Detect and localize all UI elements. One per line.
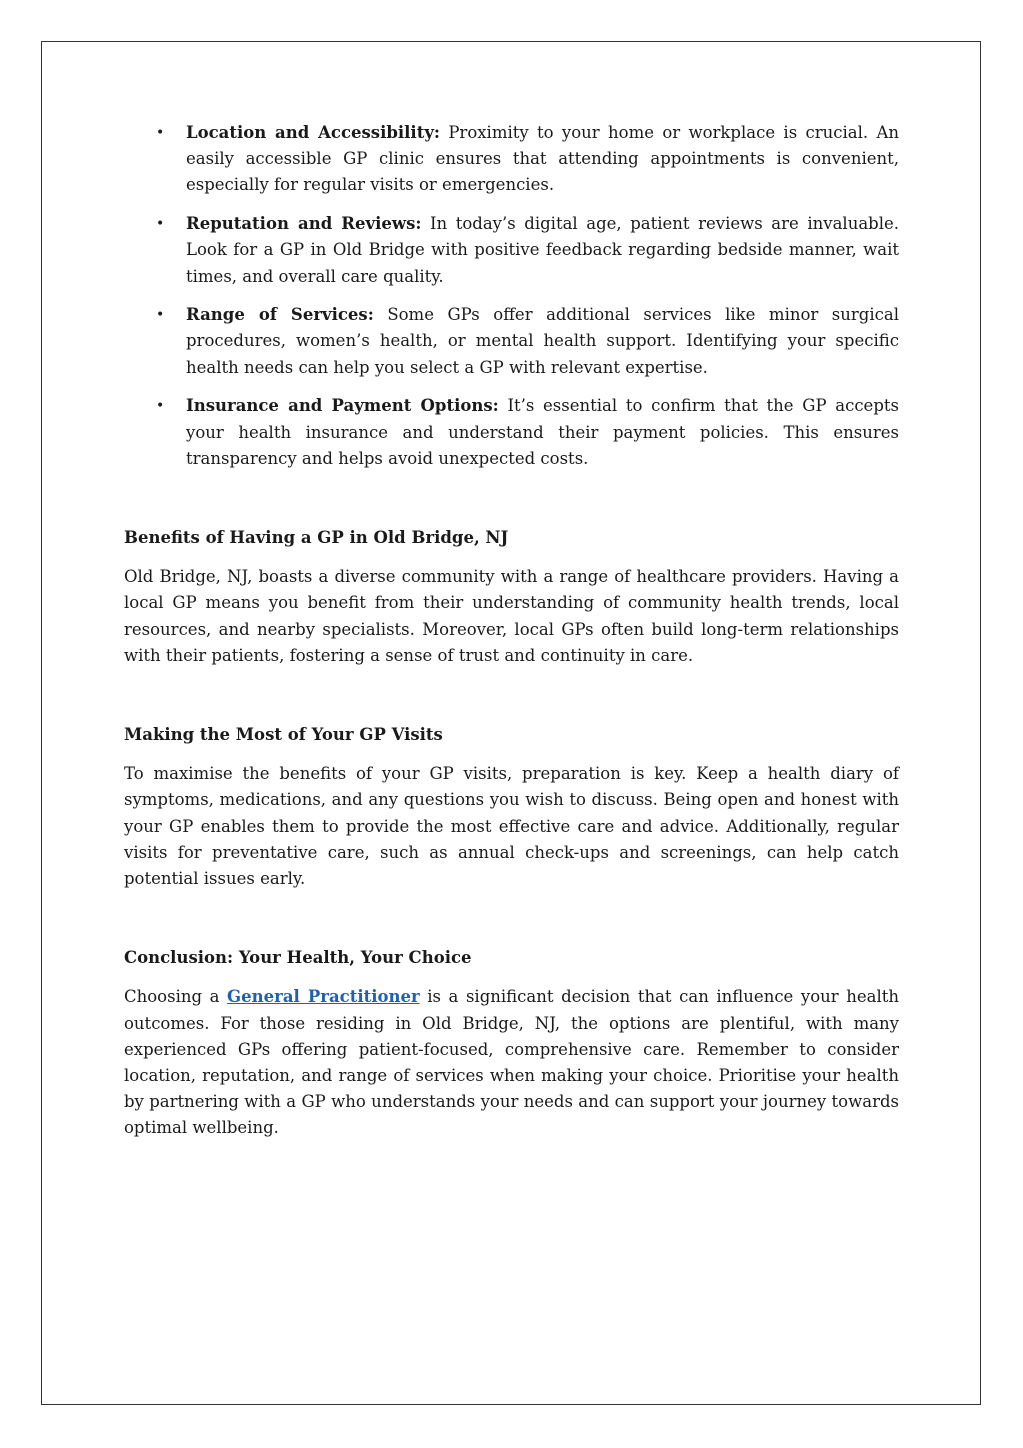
list-item bbox=[124, 393, 899, 472]
benefits-section bbox=[124, 525, 899, 669]
list-item bbox=[124, 302, 899, 381]
general-practitioner-link[interactable]: General Practitioner bbox=[227, 987, 420, 1007]
bullet-icon: • bbox=[156, 398, 165, 415]
bullet-icon: • bbox=[156, 216, 165, 233]
paragraph-text-start: Choosing a bbox=[124, 987, 228, 1007]
item-text: It’s essential to confirm that the GP accepts your health insurance and understand their payment policies. This ensures transparency and helps avoid unexpected costs. bbox=[186, 396, 899, 468]
item-text: Proximity to your home or workplace is crucial. An easily accessible GP clinic ensures that attending appointments is convenient, especially for regular visits or emergencies. bbox=[186, 123, 899, 195]
item-lead: Insurance and Payment Options: bbox=[186, 396, 499, 416]
section-heading: Conclusion: Your Health, Your Choice bbox=[124, 948, 472, 968]
item-lead: Location and Accessibility: bbox=[186, 123, 440, 142]
conclusion-section bbox=[124, 945, 899, 1141]
paragraph-text-end: is a significant decision that can influence your health outcomes. For those residing in Old Bridge, NJ, the options are plentiful, with many experienced GPs offering patient-focused, comprehensive care. Remember to consider location, reputation, and range of services when making your choice. Prioritise your health by partnering with a GP who understands your needs and can support your journey towards optimal wellbeing. bbox=[124, 987, 899, 1138]
section-heading: Making the Most of Your GP Visits bbox=[124, 724, 443, 744]
criteria-list bbox=[124, 120, 899, 472]
item-lead: Range of Services: bbox=[186, 305, 374, 325]
item-lead: Reputation and Reviews: bbox=[186, 214, 422, 234]
bullet-icon: • bbox=[156, 125, 165, 141]
section-paragraph: Old Bridge, NJ, boasts a diverse community with a range of healthcare providers. Having a local GP means you benefit from their understanding of community health trends, local resources, and nearby specialists. Moreover, local GPs often build long-term relationships with their patients, fostering a sense of trust and continuity in care. bbox=[124, 567, 899, 665]
list-item bbox=[124, 211, 899, 290]
list-item bbox=[124, 120, 899, 199]
document-content bbox=[124, 120, 899, 1142]
bullet-icon: • bbox=[156, 307, 165, 324]
making-most-section bbox=[124, 722, 899, 892]
section-heading: Benefits of Having a GP in Old Bridge, NJ bbox=[124, 527, 509, 547]
section-paragraph bbox=[124, 984, 899, 1141]
section-paragraph: To maximise the benefits of your GP visits, preparation is key. Keep a health diary of symptoms, medications, and any questions you wish to discuss. Being open and honest with your GP enables them to provide the most effective care and advice. Additionally, regular visits for preventative care, such as annual check-ups and screenings, can help catch potential issues early. bbox=[124, 764, 899, 888]
item-text: In today’s digital age, patient reviews are invaluable. Look for a GP in Old Bridge with positive feedback regarding bedside manner, wait times, and overall care quality. bbox=[186, 214, 900, 286]
item-text: Some GPs offer additional services like minor surgical procedures, women’s health, or mental health support. Identifying your specific health needs can help you select a GP with relevant expertise. bbox=[186, 305, 899, 377]
